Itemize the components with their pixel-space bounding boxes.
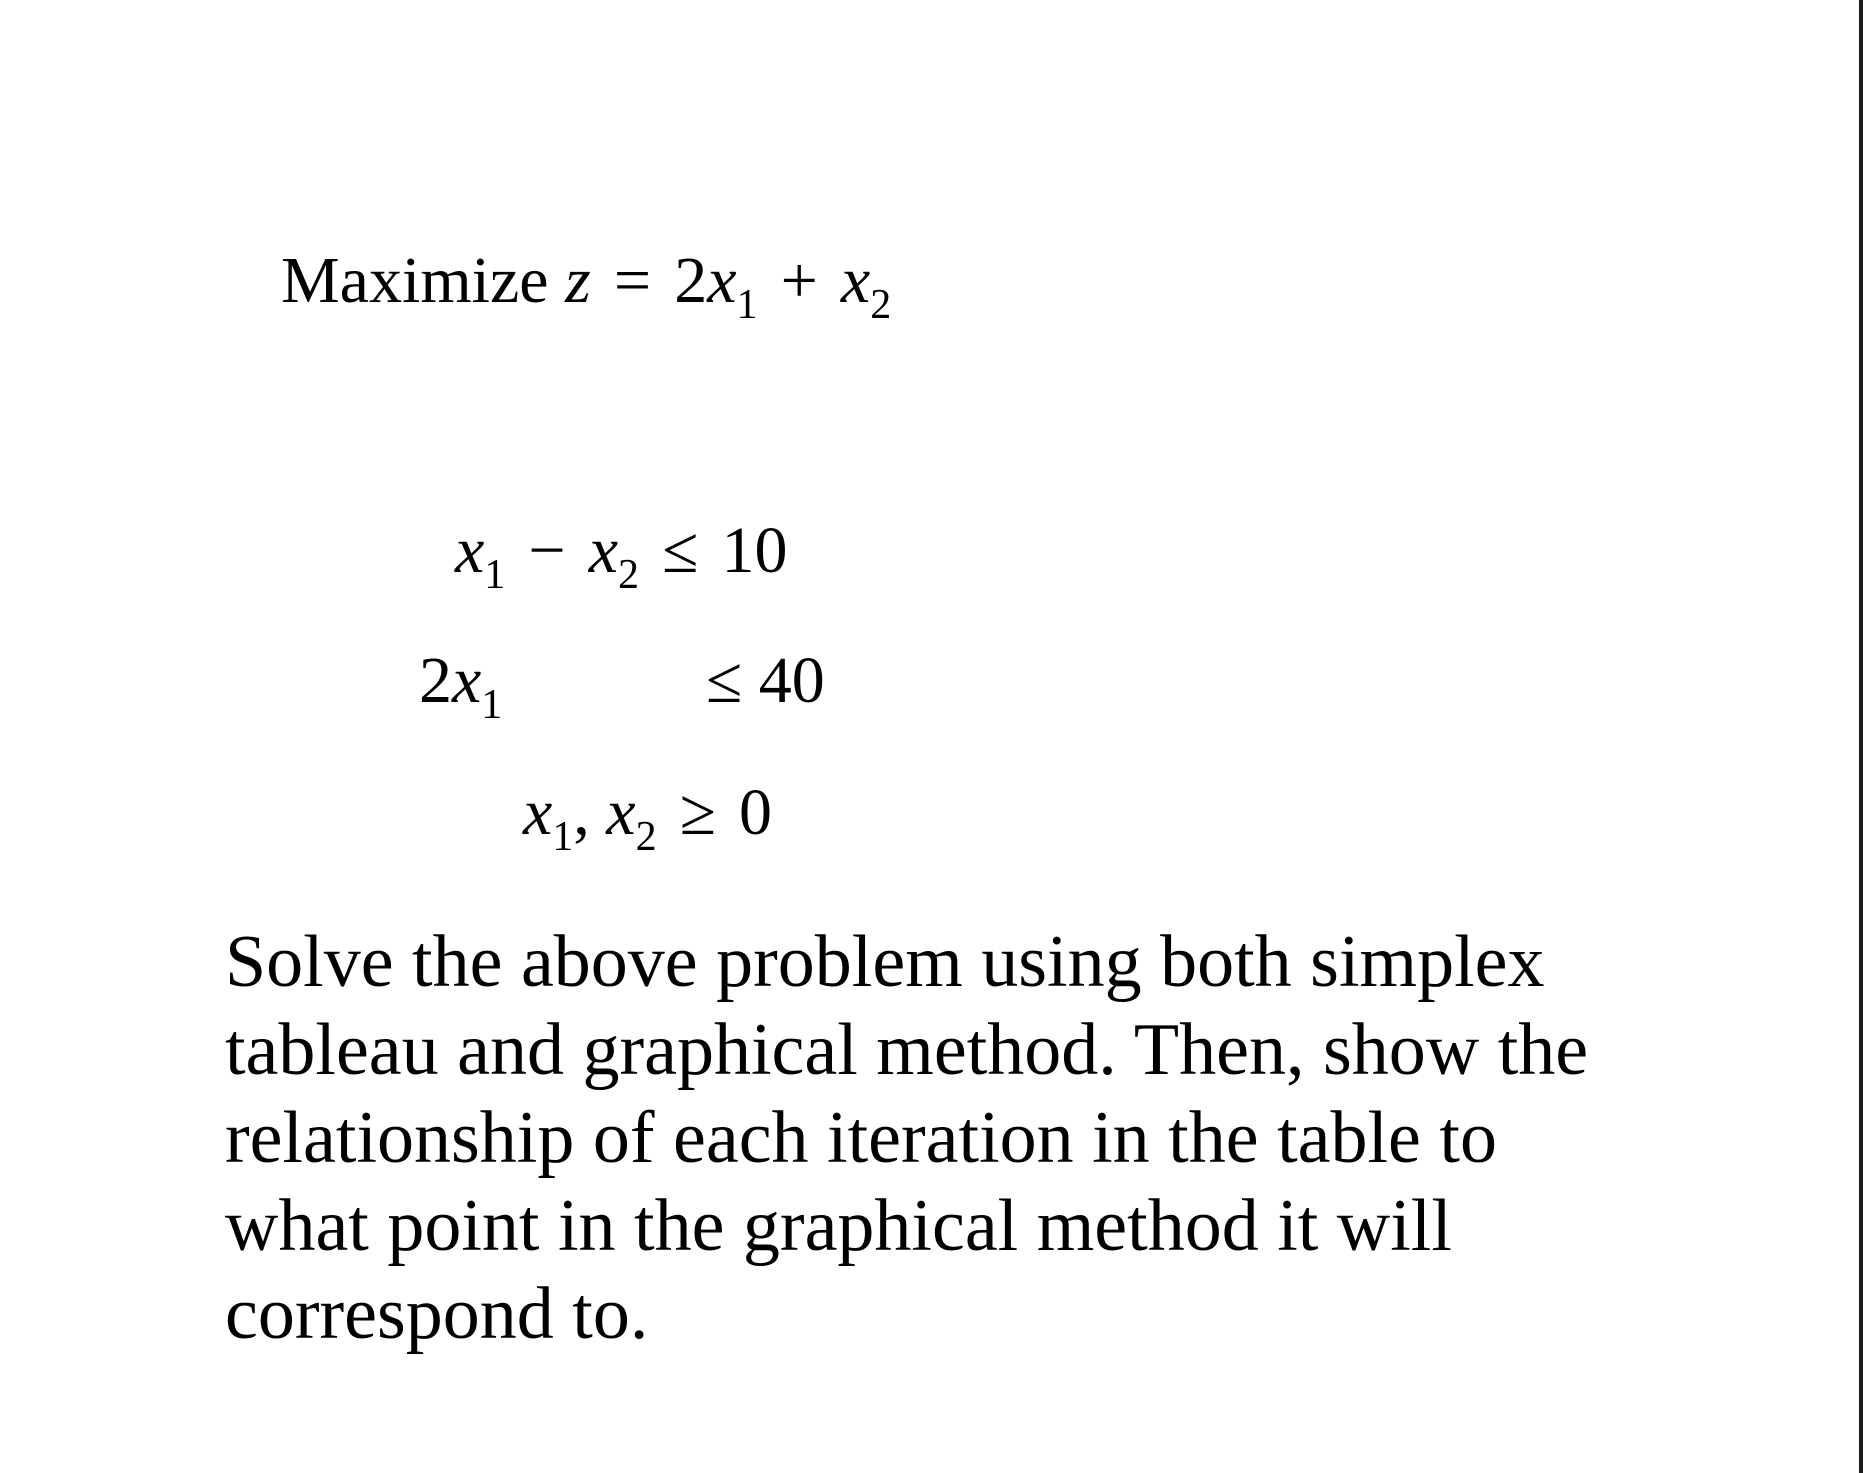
c2-var-x1: x bbox=[452, 644, 482, 717]
c2-sub-1: 1 bbox=[481, 682, 503, 728]
nn-sub-2: 2 bbox=[635, 814, 657, 860]
c1-rhs: 10 bbox=[721, 514, 788, 587]
nn-var-x1: x bbox=[523, 776, 553, 849]
instructions-paragraph: Solve the above problem using both simplex tableau and graphical method. Then, show the relationship of each iteration in the table to what point in the graphical method it will correspond to. bbox=[225, 921, 1589, 1355]
objective-verb: Maximize bbox=[281, 244, 549, 317]
constraint-1 bbox=[455, 514, 788, 598]
objective-sub-1: 1 bbox=[736, 282, 758, 328]
objective-coef-x1: 2 bbox=[674, 244, 708, 317]
minus-sign: − bbox=[528, 514, 566, 587]
objective-variable-z: z bbox=[565, 244, 591, 317]
c1-sub-2: 2 bbox=[618, 552, 640, 598]
nn-rhs: 0 bbox=[739, 776, 773, 849]
objective-function bbox=[281, 244, 892, 328]
nn-sub-1: 1 bbox=[552, 814, 574, 860]
objective-var-x2: x bbox=[840, 244, 871, 317]
objective-var-x1: x bbox=[707, 244, 737, 317]
plus-sign: + bbox=[780, 244, 818, 317]
c2-rhs-value: 40 bbox=[758, 644, 825, 717]
page-right-border bbox=[1859, 0, 1863, 1473]
nn-relation: ≥ bbox=[679, 776, 716, 849]
equals-sign: = bbox=[613, 244, 652, 317]
c1-var-x2: x bbox=[588, 514, 619, 587]
nn-comma: , bbox=[573, 776, 590, 849]
constraint-2-lhs bbox=[419, 644, 503, 728]
nn-var-x2: x bbox=[606, 776, 636, 849]
c1-sub-1: 1 bbox=[484, 552, 506, 598]
constraint-2-rhs bbox=[706, 644, 825, 717]
objective-sub-2: 2 bbox=[870, 282, 892, 328]
c2-coef-x1: 2 bbox=[419, 644, 452, 717]
c1-var-x1: x bbox=[455, 514, 485, 587]
c1-relation: ≤ bbox=[662, 514, 699, 587]
c2-relation: ≤ bbox=[706, 644, 743, 717]
nonnegativity-constraint bbox=[523, 776, 773, 860]
